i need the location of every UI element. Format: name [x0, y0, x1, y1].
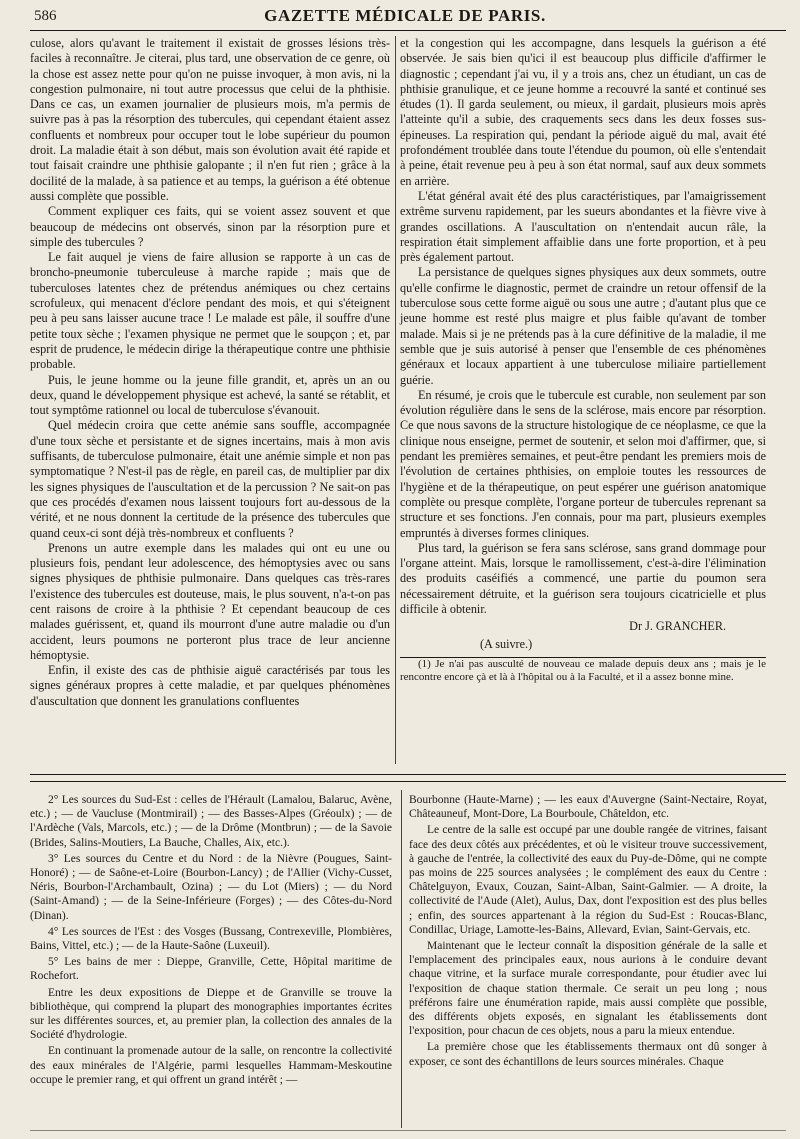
running-title: GAZETTE MÉDICALE DE PARIS. [264, 6, 546, 25]
paragraph: 4° Les sources de l'Est : des Vosges (Bussang, Contrexeville, Plombières, Bains, Vittel, etc.) ; — de la Haute-Saône (Luxeuil). [30, 925, 392, 953]
feuilleton-column-left [30, 793, 392, 1089]
paragraph: En continuant la promenade autour de la salle, on rencontre la collectivité des eaux minérales de l'Algérie, parmi lesquelles Hammam-Meskoutine occupe le premier rang, et qui offrent un grand intérêt ; — [30, 1045, 392, 1086]
paragraph: Le fait auquel je viens de faire allusion se rapporte à un cas de broncho-pneumonie tuberculeuse à marche rapide ; mais que de tuberculoses latentes chez de prétendus anémiques ou chez certains scrofuleux, qui menacent d'éclore pendant des mois, et qui s'éteignent peu à peu sans laisser aucune trace ! Le malade est pâle, il souffre d'une petite toux sèche ; l'examen physique ne permet que le soupçon ; et, par esprit de prudence, le médecin dirige la thérapeutique contre une phthisie probable. [30, 250, 390, 372]
paragraph: Le centre de la salle est occupé par une double rangée de vitrines, faisant face des deux côtés aux précédentes, et où le visiteur trouve successivement, à gauche de l'entrée, la collectivité des eaux du Puy-de-Dôme, qui ne compte pas moins de 225 sources analysées ; le complément des eaux du Centre : Châtelguyon, Evaux, Couzan, Saint-Alban, Saint-Galmier. — A droite, la collectivité de l'Aude (Alet), Aulus, Dax, dont l'exposition est des plus belles ; enfin, des sources appartenant à la région du Sud-Est : Roucas-Blanc, Condillac, Uriage, Lamotte-les-Bains, Allevard, Evian, Saint-Gervais, etc. [409, 824, 767, 936]
paragraph: 3° Les sources du Centre et du Nord : de la Nièvre (Pougues, Saint-Honoré) ; — de Saône-et-Loire (Bourbon-Lancy) ; de l'Allier (Vichy-Cusset, Néris, Bourbon-l'Archambault, Ozina) ; — du Lot (Miers) ; — du Nord (Saint-Amand) ; — de la Seine-Inférieure (Forges) ; — des Côtes-du-Nord (Dinan). [30, 852, 392, 922]
article-column-right [400, 36, 766, 685]
paragraph: culose, alors qu'avant le traitement il existait de grosses lésions très-faciles à reconnaître. Je citerai, plus tard, une observation de ce genre, où la chose est assez nette pour qu'on ne puisse invoquer, à mon avis, ni la congestion pulmonaire, ni tout autre processus que celui de la phthisie. Dans ce cas, un examen journalier de plusieurs mois, m'a permis de suivre pas à pas la résorption des tubercules, qui cependant étaient assez confluents et nombreux pour occuper tout le lobe supérieur du poumon droit. La maladie était à son début, mais son évolution avait été rapide et tout faisait craindre une phthisie galopante ; il n'en fut rien ; grâce à la docilité de la malade, à sa patience et au temps, la guérison a été obtenue aussi complète que possible. [30, 36, 390, 203]
paragraph: Puis, le jeune homme ou la jeune fille grandit, et, après un an ou deux, quand le développement physique est achevé, la santé se rétablit, et tout symptôme rationnel ou local de tuberculose s'évanouit. [30, 372, 390, 418]
page-number: 586 [34, 8, 57, 24]
paragraph: La persistance de quelques signes physiques aux deux sommets, outre qu'elle confirme le diagnostic, permet de craindre un retour offensif de la tuberculose sous cette forme aiguë ou sous une autre ; d'autant plus que ce jeune homme est resté plus maigre et plus faible qu'avant de tomber malade. Mais si je ne prétends pas à la cure définitive de la maladie, il me semble que je suis autorisé à penser que l'ensemble de ces phénomènes généraux et locaux appartient à une tuberculose miliaire partiellement guérie. [400, 265, 766, 387]
bottom-rule [30, 1130, 786, 1131]
to-be-continued: (A suivre.) [480, 636, 533, 651]
feuilleton-column-right [409, 793, 767, 1071]
paragraph: Entre les deux expositions de Dieppe et de Granville se trouve la bibliothèque, qui comprend la plupart des monographies importantes écrites sur les différentes sources, et, au premier plan, la collection des annales de la Société d'hydrologie. [30, 986, 392, 1042]
paragraph: Bourbonne (Haute-Marne) ; — les eaux d'Auvergne (Saint-Nectaire, Royat, Châteauneuf, Mont-Dore, La Bourboule, Châteldon, etc. [409, 794, 767, 821]
paragraph: L'état général avait été des plus caractéristiques, par l'amaigrissement extrême survenu rapidement, par les sueurs abondantes et la fièvre vive à grandes oscillations. A l'auscultation on n'entendait aucun râle, la respiration était simplement affaiblie dans une forte proportion, et à peu près également partout. [400, 188, 766, 265]
page-header [30, 4, 780, 30]
paragraph: Maintenant que le lecteur connaît la disposition générale de la salle et l'emplacement des principales eaux, nous aurions à le conduire devant chaque vitrine, et la surface murale correspondante, pour étudier avec lui l'exposition de chaque station thermale. Ce serait un peu long ; nous préférons faire une énumération rapide, mais aussi complète que possible, des différents objets exposés, en signalant les établissements dont l'exposition, pour chacun de ces objets, nous a paru la mieux entendue. [409, 940, 767, 1038]
paragraph: La première chose que les établissements thermaux ont dû songer à exposer, ce sont des échantillons de leurs sources minérales. Chaque [409, 1041, 767, 1068]
paragraph: et la congestion qui les accompagne, dans lesquels la guérison a été observée. Je sais bien qu'ici il est beaucoup plus difficile d'affirmer le diagnostic ; cependant j'ai vu, il y a trois ans, chez un étudiant, un cas de phthisie granulique, et ce jeune homme a recouvré la santé et continué ses études (1). Il garda seulement, ou mieux, il gardait, plusieurs mois après l'atteinte qu'il a subie, des craquements secs dans les deux fosses sus-épineuses. La respiration qui, pendant la période aiguë du mal, avait été profondément troublée dans toute l'étendue du poumon, où elle s'entendait à peine, était revenue peu à peu à son état normal, sauf aux deux sommets en arrière. [400, 36, 766, 188]
paragraph: Plus tard, la guérison se fera sans sclérose, sans grand dommage pour l'organe atteint. Mais, lorsque le ramollissement, c'est-à-dire l'élimination des produits caséifiés a commencé, une partie du poumon sera nécessairement détruite, et la guérison sera toujours cicatricielle et plus difficile à obtenir. [400, 540, 766, 616]
column-divider-upper [395, 36, 396, 764]
paragraph: 2° Les sources du Sud-Est : celles de l'Hérault (Lamalou, Balaruc, Avène, etc.) ; — de Vaucluse (Montmirail) ; — des Basses-Alpes (Gréoulx) ; — de l'Ardèche (Vals, Marcols, etc.) ; — de la Drôme (Montbrun) ; — de la Savoie (Brides, Salins-Moutiers, La Bauche, Challes, Aix, etc.). [30, 794, 392, 849]
paragraph: Comment expliquer ces faits, qui se voient assez souvent et que beaucoup de médecins ont observés, sinon par la résorption pure et simple des tubercules ? [30, 204, 390, 249]
paragraph: Quel médecin croira que cette anémie sans souffle, accompagnée d'une toux sèche et persistante et de signes incertains, mais à mon avis suffisants, de tuberculose pulmonaire, était une anémie simple et non pas symptomatique ? N'est-il pas de règle, en pareil cas, de multiplier par dix les signes physiques de l'auscultation et de la percussion ? Ne sait-on pas que ces procédés d'examen nous laissent toujours fort au-dessous de la vérité, et ne nous donnent la certitude de la présence des tubercules que quand ceux-ci sont déjà très-nombreux et confluents ? [30, 418, 390, 540]
author-signature: Dr J. GRANCHER. [629, 619, 726, 634]
section-separator [30, 774, 786, 782]
footnote: (1) Je n'ai pas ausculté de nouveau ce malade depuis deux ans ; mais je le rencontre encore çà et là à l'hôpital ou à la Faculté, et il a assez bonne mine. [400, 657, 766, 684]
paragraph: En résumé, je crois que le tubercule est curable, non seulement par son évolution régulière dans le sens de la sclérose, mais encore par résorption. Ce que nous savons de la structure histologique de ce néoplasme, ce que la clinique nous enseigne, permet de soutenir, et selon moi d'affirmer, que, si pendant les premières semaines, et peut-être pendant les premiers mois de l'évolution de certaines phthisies, on emploie toutes les ressources de l'hygiène et de la thérapeutique, on peut espérer une guérison anatomique complète ou presque complète, l'organe porteur de tubercules reprenant sa structure et ses fonctions. J'en connais, pour ma part, plusieurs exemples empruntés à diverses formes cliniques. [400, 387, 766, 540]
paragraph: 5° Les bains de mer : Dieppe, Granville, Cette, Hôpital maritime de Rochefort. [30, 956, 392, 983]
column-divider-lower [401, 790, 402, 1128]
paragraph: Enfin, il existe des cas de phthisie aiguë caractérisés par tous les signes généraux propres à cette maladie, et par quelques phénomènes d'auscultation que donnent les granulations confluentes [30, 663, 390, 708]
paragraph: Prenons un autre exemple dans les malades qui ont eu une ou plusieurs fois, pendant leur adolescence, des hémoptysies avec ou sans signes physiques de phthisie pulmonaire. Dans quelques cas très-rares l'existence des tubercules est douteuse, mais, le plus souvent, n'a-t-on pas cent raisons de croire à la phthisie ? Et cependant beaucoup de ces malades guérissent, et, quand ils mourront d'une autre maladie ou d'un accident, leurs poumons ne porteront plus trace de leur ancienne hémoptysie. [30, 540, 390, 662]
article-column-left [30, 36, 390, 709]
header-rule [30, 30, 786, 31]
